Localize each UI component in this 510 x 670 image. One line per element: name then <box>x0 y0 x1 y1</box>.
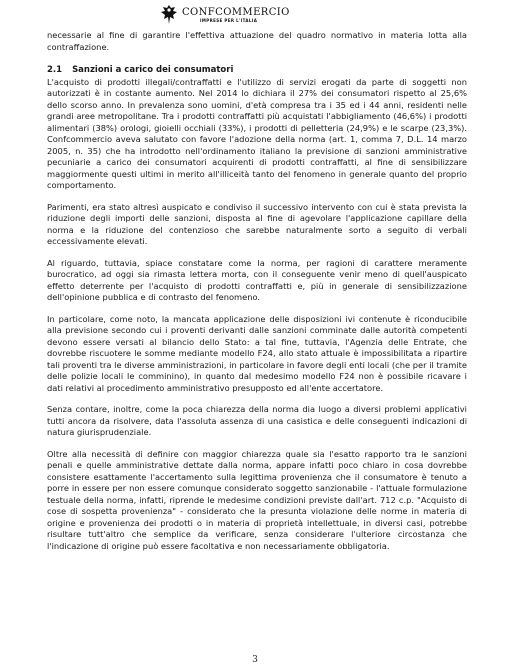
intro-paragraph: necessarie al fine di garantire l'effettiva attuazione del quadro normativo in materia lotta alla contraffazione. <box>47 30 467 52</box>
body-paragraph: Oltre alla necessità di definire con maggior chiarezza quale sia l'esatto rapporto tra le sanzioni penali e quelle amministrative dettate dalla norma, appare infatti poco chiaro in cosa dovrebbe consistere esattamente l'accertamento sulla legittima provenienza che il consumatore è tenuto a porre in essere per non essere comunque considerato soggetto sanzionabile - l'attuale formulazione testuale della norma, infatti, riprende le medesime condizioni previste dall'art. 712 c.p. "Acquisto di cose di sospetta provenienza" - considerato che la presunta violazione delle norme in materia di origine e provenienza dei prodotti o in materia di proprietà intellettuale, in diversi casi, potrebbe risultare tutt'altro che semplice da verificare, senza considerare l'ulteriore circostanza che l'indicazione di origine può essere facoltativa e non necessariamente obbligatoria. <box>47 448 467 551</box>
brand-tagline: IMPRESE PER L'ITALIA <box>200 17 258 23</box>
eagle-emblem-icon <box>160 4 178 26</box>
brand-name: CONFCOMMERCIO <box>182 6 290 18</box>
section-title: Sanzioni a carico dei consumatori <box>72 65 234 75</box>
section-number: 2.1 <box>47 65 63 75</box>
body-paragraph: Parimenti, era stato altresì auspicato e condiviso il successivo intervento con cui è stata prevista la riduzione degli importi delle sanzioni, disposta al fine di agevolare l'applicazione capillare della norma e la riduzione del contenzioso che sarebbe naturalmente sorto a seguito di verbali eccessivamente elevati. <box>47 201 467 246</box>
body-paragraph: In particolare, come noto, la mancata applicazione delle disposizioni ivi contenute è riconducibile alla previsione secondo cui i proventi derivanti dalle sanzioni comminate dalle autorità competenti devono essere versati al bilancio dello Stato: a tal fine, tuttavia, l'Agenzia delle Entrate, che dovrebbe riscuotere le somme mediante modello F24, allo stato attuale è impossibilitata a ripartire tali proventi tra le diverse amministrazioni, in particolare in favore degli enti locali (che per il tramite delle polizie locali le comminino), in quanto dal medesimo modello F24 non è possibile ricavare i dati relativi al procedimento amministrativo presupposto ed all'ente accertatore. <box>47 313 467 393</box>
document-body <box>47 30 467 552</box>
brand-block <box>182 8 290 23</box>
body-paragraph: L'acquisto di prodotti illegali/contraffatti e l'utilizzo di servizi erogati da parte di soggetti non autorizzati è in costante aumento. Nel 2014 lo dichiara il 27% dei consumatori rispetto al 25,6% dello scorso anno. In prevalenza sono uomini, d'età compresa tra i 35 ed i 44 anni, residenti nelle grandi aree metropolitane. Tra i prodotti contraffatti più acquistati l'abbigliamento (46,6%) i prodotti alimentari (38%) orologi, gioielli occhiali (33%), i prodotti di pelletteria (24,9%) e le scarpe (23,3%). Confcommercio aveva salutato con favore l'adozione della norma (art. 1, comma 7, D.L. 14 marzo 2005, n. 35) che ha introdotto nell'ordinamento italiano la previsione di sanzioni amministrative pecuniarie a carico dei consumatori acquirenti di prodotti contraffatti, al fine di sensibilizzare maggiormente questi ultimi in merito all'illiceità tanto del fenomeno in generale quanto del proprio comportamento. <box>47 76 467 190</box>
body-paragraph: Senza contare, inoltre, come la poca chiarezza della norma dia luogo a diversi problemi applicativi tutti ancora da risolvere, data l'assoluta assenza di una casistica e delle conseguenti indicazioni di natura giurisprudenziale. <box>47 404 467 437</box>
page-number: 3 <box>252 655 258 665</box>
body-paragraph: Al riguardo, tuttavia, spiace constatare come la norma, per ragioni di carattere meramente burocratico, ad oggi sia rimasta lettera morta, con il conseguente venir meno di quell'auspicato effetto deterrente per l'acquisto di prodotti contraffatti e, più in generale di sensibilizzazione dell'opinione pubblica e di contrasto del fenomeno. <box>47 257 467 302</box>
section-heading <box>47 65 467 77</box>
page-header <box>160 2 370 28</box>
